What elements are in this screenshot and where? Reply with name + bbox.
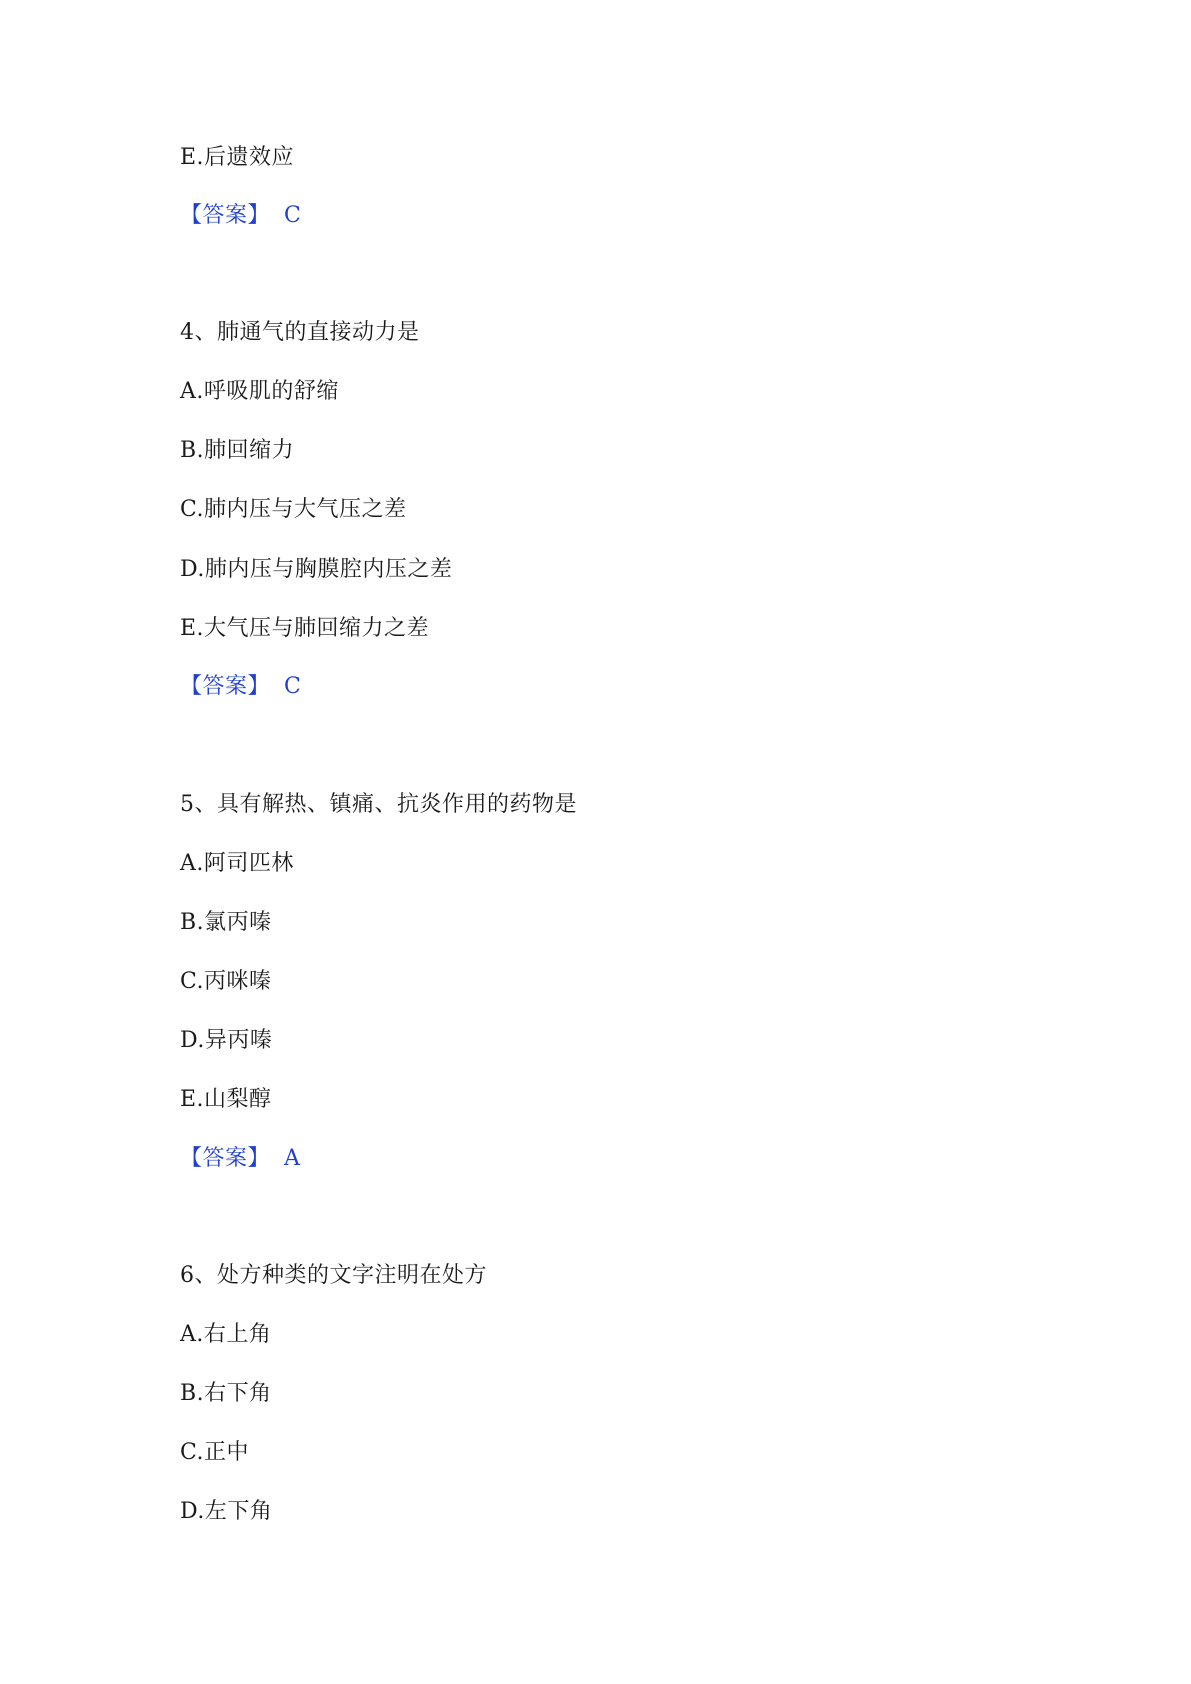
q5-option-c: C.丙咪嗪 [180, 969, 272, 994]
q5-answer-value: A [284, 1146, 301, 1171]
q3-option-e: E.后遗效应 [180, 145, 295, 170]
q6-option-b: B.右下角 [180, 1381, 272, 1406]
q5-answer-label: 【答案】 [180, 1146, 271, 1171]
q4-answer [180, 672, 301, 702]
q4-question: 4、肺通气的直接动力是 [180, 320, 420, 345]
q5-option-d: D.异丙嗪 [180, 1028, 273, 1053]
q5-option-a: A.阿司匹林 [180, 851, 294, 876]
q5-option-b: B.氯丙嗪 [180, 910, 272, 935]
q3-answer [180, 201, 301, 231]
q3-answer-label: 【答案】 [180, 203, 271, 228]
q4-option-b: B.肺回缩力 [180, 438, 295, 463]
q4-option-a: A.呼吸肌的舒缩 [180, 379, 339, 404]
q4-answer-value: C [284, 674, 302, 699]
q4-option-d: D.肺内压与胸膜腔内压之差 [180, 557, 453, 582]
q5-answer [180, 1144, 300, 1174]
q6-option-a: A.右上角 [180, 1322, 272, 1347]
q5-question: 5、具有解热、镇痛、抗炎作用的药物是 [180, 792, 577, 817]
q4-option-e: E.大气压与肺回缩力之差 [180, 616, 430, 641]
q6-question: 6、处方种类的文字注明在处方 [180, 1263, 487, 1288]
q3-answer-value: C [284, 203, 302, 228]
q6-option-c: C.正中 [180, 1440, 250, 1465]
q6-option-d: D.左下角 [180, 1499, 273, 1524]
q4-option-c: C.肺内压与大气压之差 [180, 497, 407, 522]
q5-option-e: E.山梨醇 [180, 1087, 272, 1112]
q4-answer-label: 【答案】 [180, 674, 271, 699]
